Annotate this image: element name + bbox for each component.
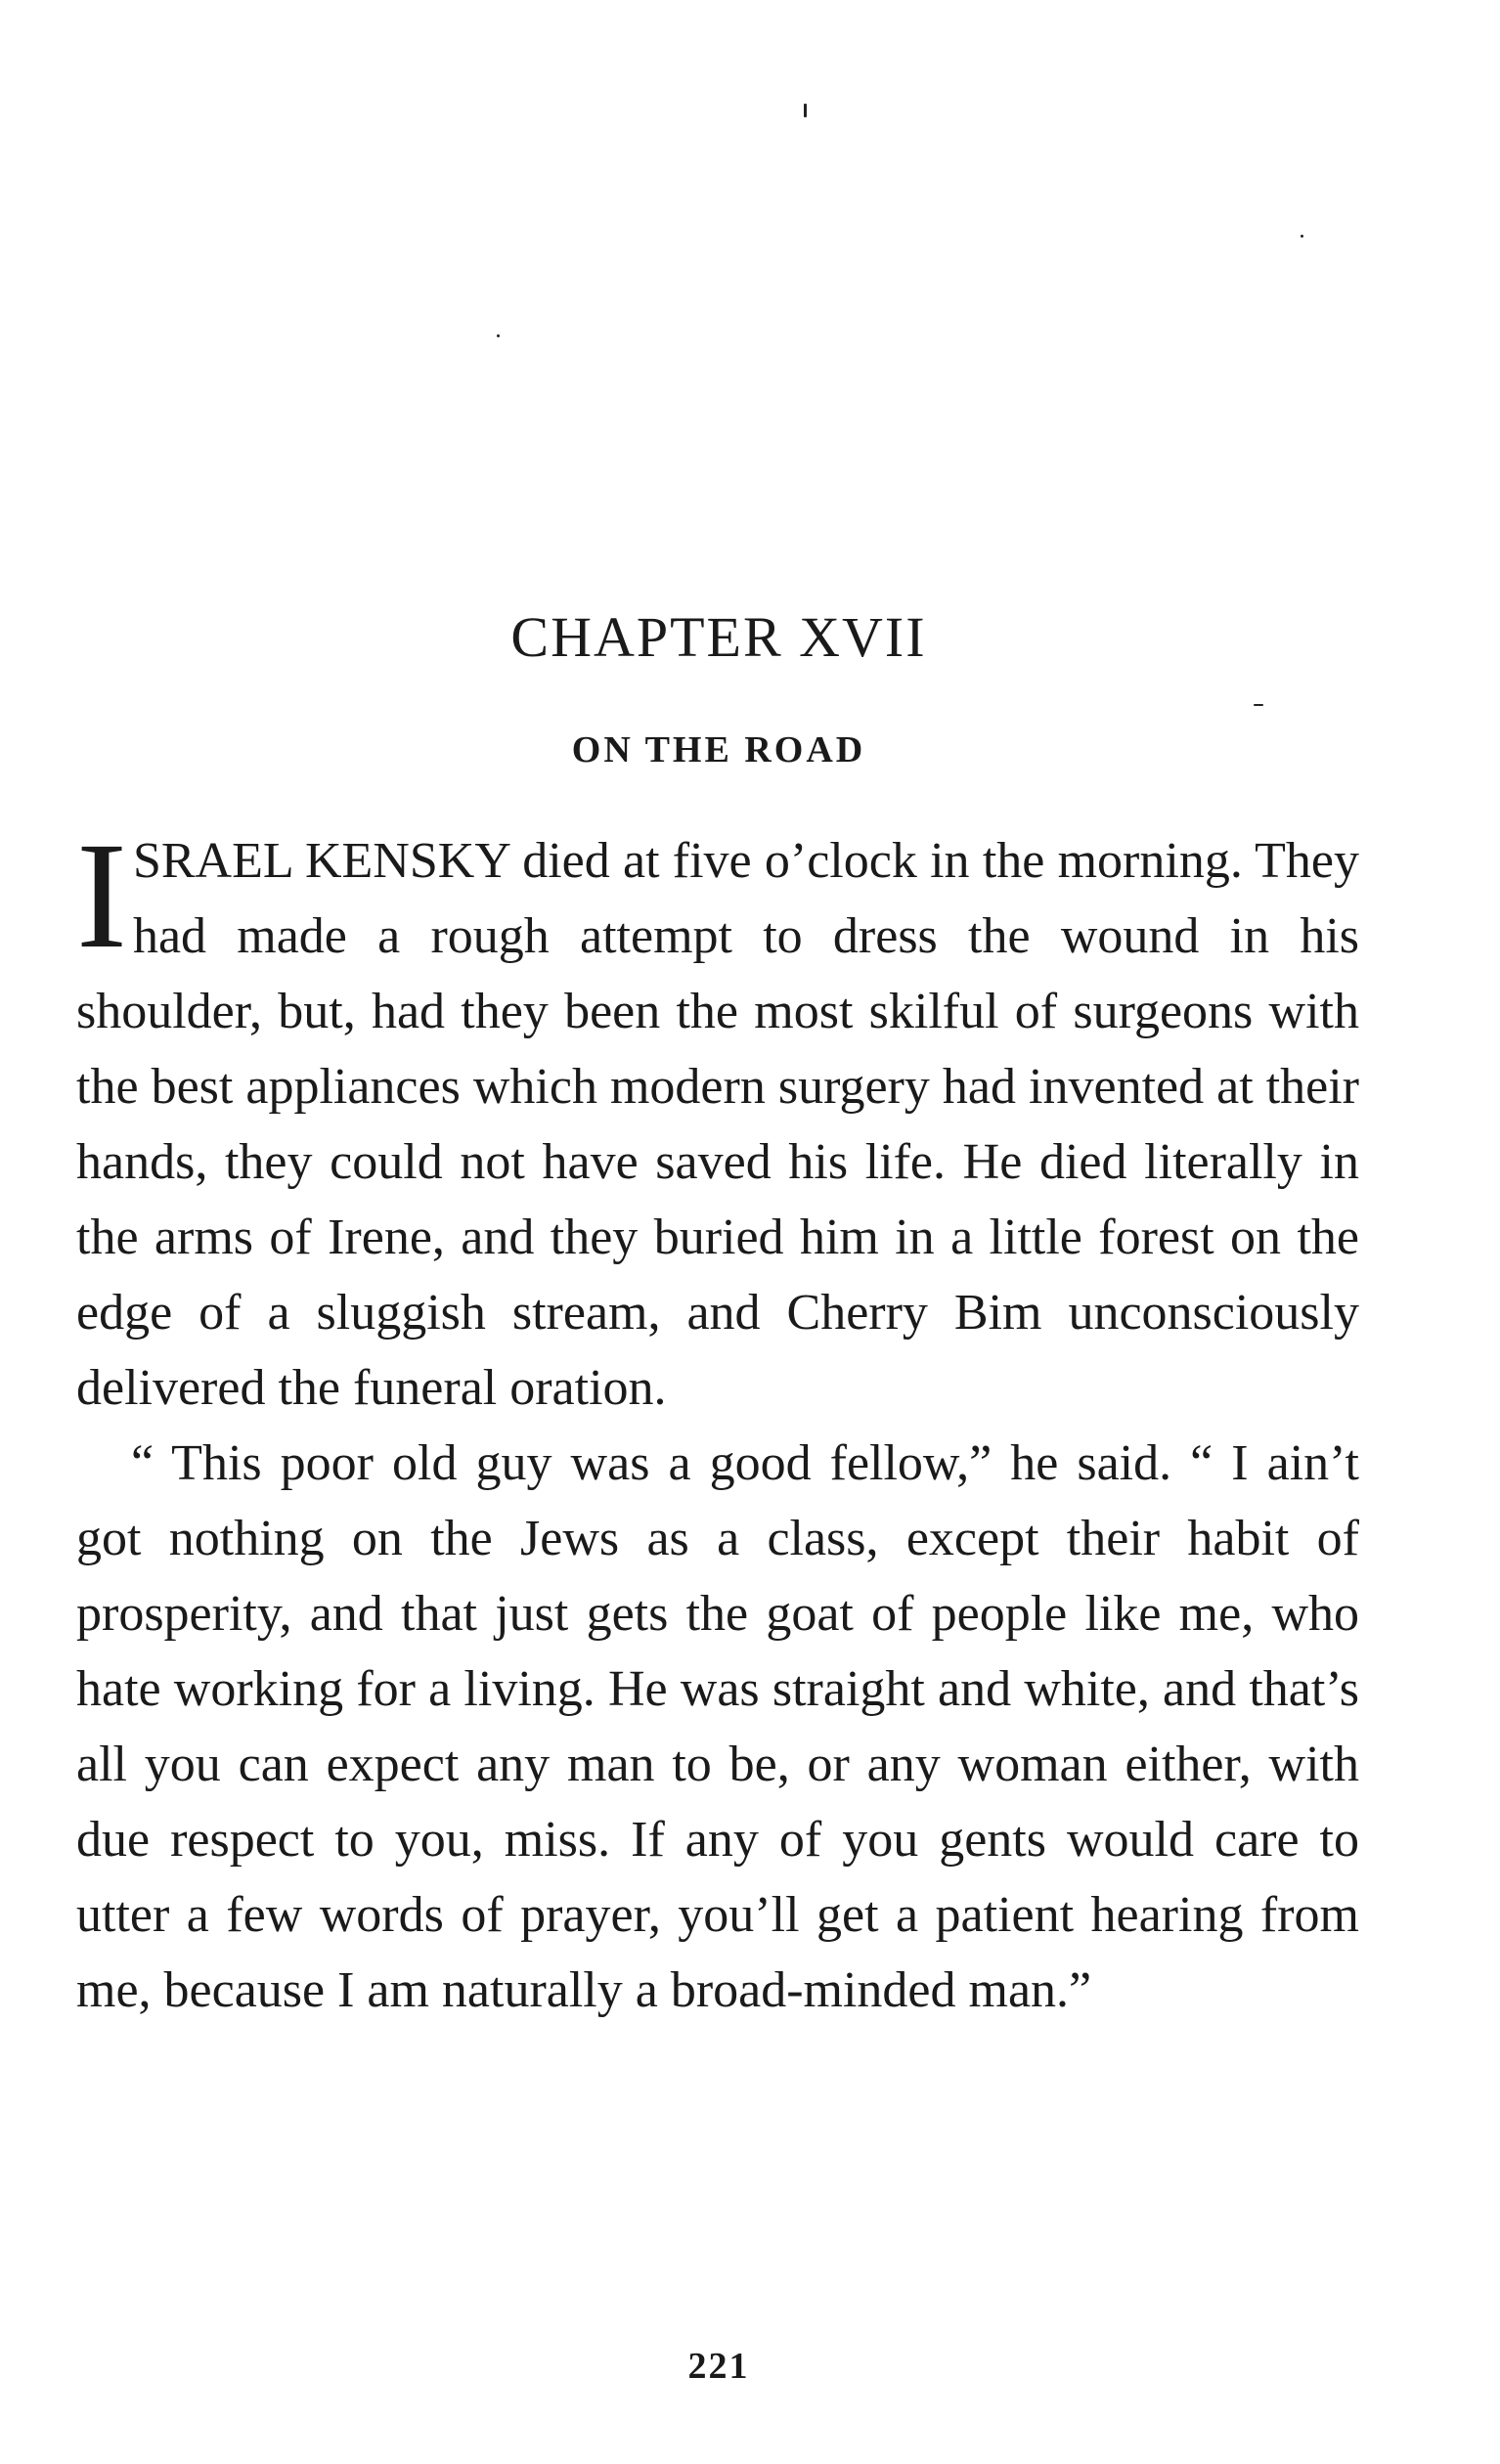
scan-speck [497, 334, 500, 337]
page-number: 221 [687, 2346, 750, 2387]
chapter-subtitle: ON THE ROAD [571, 729, 866, 770]
scan-speck [1254, 704, 1263, 706]
paragraph: “ This poor old guy was a good fellow,” he said. “ I ain’t got nothing on the Jews as a class, except their habit of prosperity, and that just gets the goat of people like me, who hate working for a living. He was straight and white, and that’s all you can expect any man to be, or any woman either, with due respect to you, miss. If any of you gents would care to utter a few words of prayer, you’ll get a patient hearing from me, because I am naturally a broad-minded man.” [76, 1435, 1359, 2018]
chapter-title: CHAPTER XVII [510, 605, 927, 669]
scan-speck [804, 104, 807, 117]
drop-cap: I [76, 811, 127, 980]
scan-speck [1301, 235, 1303, 238]
chapter-body [76, 811, 1359, 2028]
paragraph-text: SRAEL KENSKY died at five o’clock in the morning. They had made a rough attempt to dress the wound in his shoulder, but, had they been the most skilful of surgeons with the best appliances which modern surgery had invented at their hands, they could not have saved his life. He died literally in the arms of Irene, and they buried him in a little forest on the edge of a sluggish stream, and Cherry Bim unconsciously delivered the funeral oration. [76, 833, 1359, 1416]
paragraph [76, 811, 1359, 1426]
